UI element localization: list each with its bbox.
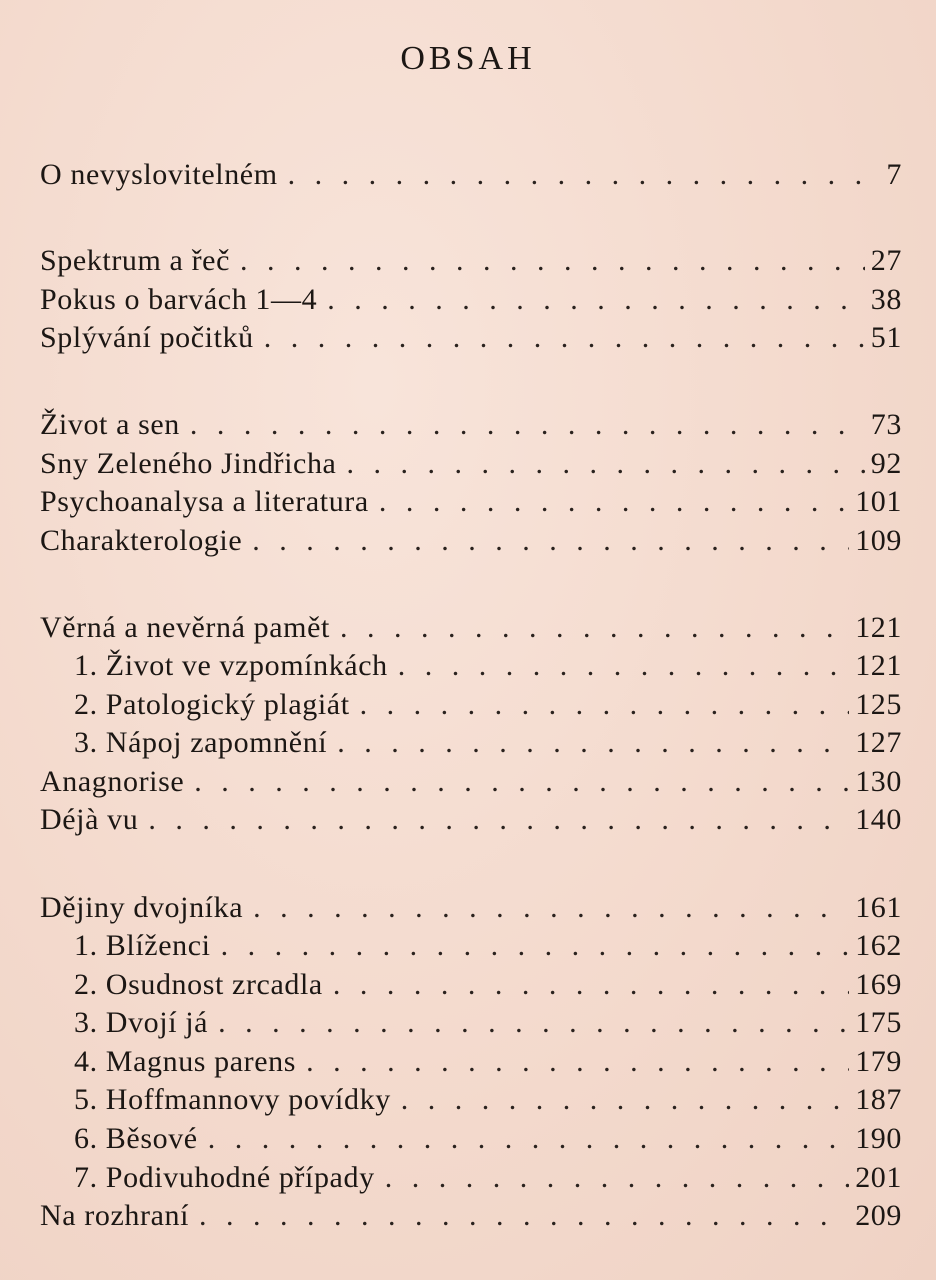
- toc-subentry: [40, 926, 902, 966]
- toc-entry: [40, 241, 902, 281]
- toc-entry-label: 1. Blíženci: [74, 929, 211, 962]
- toc-subentry: [40, 1080, 902, 1120]
- leader-dots: [148, 800, 849, 840]
- toc-subentry: [40, 1119, 902, 1159]
- toc-subentry: [40, 723, 902, 763]
- toc-entry: [40, 608, 902, 648]
- leader-dots: [221, 926, 850, 966]
- toc-entry-page: 179: [855, 1045, 902, 1078]
- leader-dots: [333, 965, 849, 1005]
- toc-subentry: [40, 965, 902, 1005]
- toc-entry-page: 175: [855, 1006, 902, 1039]
- toc-entry: [40, 888, 902, 928]
- leader-dots: [346, 444, 864, 484]
- toc-entry-page: 209: [855, 1199, 902, 1232]
- toc-entry-label: 3. Dvojí já: [74, 1006, 209, 1039]
- toc-entry-page: 121: [855, 611, 902, 644]
- toc-entry-label: Sny Zeleného Jindřicha: [40, 447, 337, 480]
- leader-dots: [199, 1196, 849, 1236]
- leader-dots: [379, 482, 849, 522]
- toc-entry-page: 27: [870, 244, 902, 277]
- toc-entry-page: 127: [855, 726, 902, 759]
- toc-entry-page: 130: [855, 765, 902, 798]
- leader-dots: [252, 521, 849, 561]
- toc-entry: [40, 155, 902, 195]
- leader-dots: [327, 280, 865, 320]
- leader-dots: [208, 1119, 849, 1159]
- toc-entry-label: 2. Patologický plagiát: [74, 688, 350, 721]
- toc-entry-label: 1. Život ve vzpomínkách: [74, 649, 388, 682]
- toc-entry: [40, 1196, 902, 1236]
- toc-entry-label: Pokus o barvách 1—4: [40, 283, 318, 316]
- toc-entry: [40, 405, 902, 445]
- toc-subentry: [40, 1003, 902, 1043]
- toc-subentry: [40, 685, 902, 725]
- toc-entry-label: 3. Nápoj zapomnění: [74, 726, 328, 759]
- leader-dots: [340, 608, 849, 648]
- toc-entry-page: 7: [886, 158, 902, 191]
- toc-entry-label: 7. Podivuhodné případy: [74, 1161, 375, 1194]
- toc-entry-label: Život a sen: [40, 408, 180, 441]
- toc-entry-page: 201: [855, 1161, 902, 1194]
- toc-entry-page: 51: [870, 321, 902, 354]
- leader-dots: [337, 723, 849, 763]
- toc-entry-label: Splývání počitků: [40, 321, 254, 354]
- toc-entry-page: 38: [870, 283, 902, 316]
- toc-entry-page: 190: [855, 1122, 902, 1155]
- toc-entry-label: Dějiny dvojníka: [40, 891, 244, 924]
- leader-dots: [401, 1080, 849, 1120]
- leader-dots: [264, 318, 865, 358]
- toc-entry: [40, 318, 902, 358]
- leader-dots: [190, 405, 865, 445]
- toc-entry-label: 2. Osudnost zrcadla: [74, 968, 323, 1001]
- leader-dots: [398, 646, 849, 686]
- toc-entry: [40, 521, 902, 561]
- page-title: OBSAH: [400, 40, 536, 77]
- leader-dots: [253, 888, 849, 928]
- toc-subentry: [40, 1158, 902, 1198]
- toc-entry-page: 121: [855, 649, 902, 682]
- leader-dots: [360, 685, 850, 725]
- toc-entry-page: 162: [855, 929, 902, 962]
- leader-dots: [306, 1042, 849, 1082]
- toc-entry-label: Anagnorise: [40, 765, 185, 798]
- toc-entry-page: 73: [870, 408, 902, 441]
- toc-entry: [40, 444, 902, 484]
- toc-entry-label: Charakterologie: [40, 524, 243, 557]
- toc-entry-page: 92: [870, 447, 902, 480]
- toc-entry-page: 187: [855, 1083, 902, 1116]
- toc-entry: [40, 762, 902, 802]
- toc-entry: [40, 280, 902, 320]
- toc-entry: [40, 800, 902, 840]
- toc-entry-page: 169: [855, 968, 902, 1001]
- toc-entry-page: 101: [855, 485, 902, 518]
- leader-dots: [288, 155, 866, 195]
- toc-subentry: [40, 646, 902, 686]
- toc-entry-label: Psychoanalysa a literatura: [40, 485, 369, 518]
- toc-entry-page: 125: [855, 688, 902, 721]
- toc-entry-label: 6. Běsové: [74, 1122, 198, 1155]
- leader-dots: [218, 1003, 849, 1043]
- toc-entry-label: Spektrum a řeč: [40, 244, 230, 277]
- toc-entry-label: Na rozhraní: [40, 1199, 190, 1232]
- toc-entry-label: O nevyslovitelném: [40, 158, 278, 191]
- toc-entry-page: 140: [855, 803, 902, 836]
- toc-entry-page: 161: [855, 891, 902, 924]
- toc-entry-label: 4. Magnus parens: [74, 1045, 297, 1078]
- leader-dots: [385, 1158, 850, 1198]
- toc-entry-label: Déjà vu: [40, 803, 139, 836]
- leader-dots: [240, 241, 865, 281]
- toc-subentry: [40, 1042, 902, 1082]
- toc-entry-page: 109: [855, 524, 902, 557]
- toc-entry-label: 5. Hoffmannovy povídky: [74, 1083, 391, 1116]
- toc-entry: [40, 482, 902, 522]
- leader-dots: [194, 762, 849, 802]
- toc-entry-label: Věrná a nevěrná pamět: [40, 611, 330, 644]
